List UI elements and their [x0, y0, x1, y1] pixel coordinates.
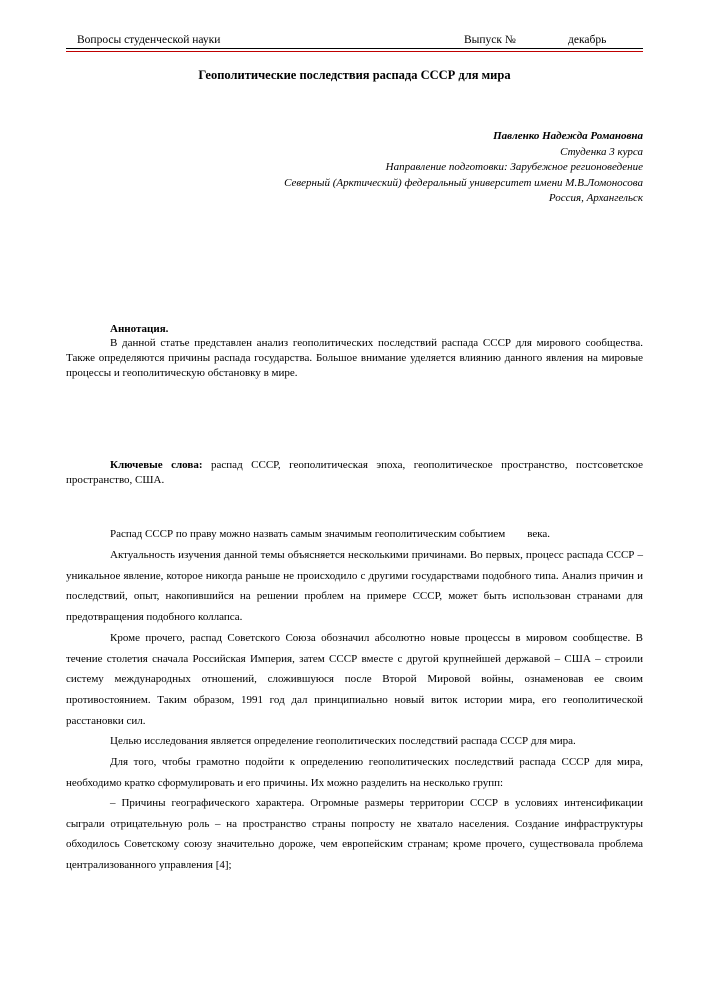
author-position: Студенка 3 курса	[560, 145, 643, 158]
journal-name: Вопросы студенческой науки	[77, 34, 221, 46]
keywords-text: распад СССР, геополитическая эпоха, геополитическое пространство, постсоветское пространство, США.	[66, 459, 644, 487]
body-paragraph-3	[66, 628, 643, 732]
article-title: Геополитические последствия распада СССР для мира	[198, 68, 511, 82]
body-p3: Кроме прочего, распад Советского Союза обозначил абсолютно новые процессы в мировом сообществе. В течение столетия сначала Российская Империя, затем СССР вместе с другой крупнейшей державой – США – строили систему международных отношений, сложившуюся после Второй Мировой войны, ознаменовав ее своим противостоянием. Таким образом, 1991 год дал принципиально новый виток истории мира, его геополитической расстановки сил.	[66, 632, 643, 727]
author-location: Россия, Архангельск	[548, 192, 643, 205]
body-p1-b: века.	[527, 528, 551, 540]
body-paragraph-2	[66, 545, 643, 628]
issue-month: декабрь	[568, 34, 607, 46]
body-p4: Целью исследования является определение геополитических последствий распада СССР для мира.	[110, 735, 576, 747]
author-direction: Направление подготовки: Зарубежное регионоведение	[385, 161, 643, 174]
header-rule-black	[66, 48, 643, 49]
body-p2: Актуальность изучения данной темы объясняется несколькими причинами. Во первых, процесс распада СССР – уникальное явление, которое никогда раньше не происходило с другими государствами подобного типа. Анализ причин и последствий, опыт, накопившийся на решении проблем на примере СССР, может быть использован странами для предотвращения подобного коллапса.	[66, 549, 643, 624]
abstract-text	[66, 336, 643, 382]
keywords-label: Ключевые слова:	[110, 459, 203, 471]
author-university: Северный (Арктический) федеральный университет имени М.В.Ломоносова	[284, 176, 643, 189]
author-block	[200, 129, 643, 207]
body-p1-a: Распад СССР по праву можно назвать самым значимым геополитическим событием	[110, 528, 506, 540]
body-paragraph-6	[66, 793, 643, 876]
body-p6: – Причины географического характера. Огромные размеры территории СССР в условиях интенсификации сыграли отрицательную роль – на пространство страны попросту не хватало населения. Создание инфраструктуры обходилось Советскому союзу значительно дороже, чем европейским странам; кроме прочего, существовала проблема централизованного управления [4];	[66, 797, 643, 872]
abstract-body: В данной статье представлен анализ геополитических последствий распада СССР для мирового сообщества. Также определяются причины распада государства. Большое внимание уделяется влиянию данного явления на мировые процессы и геополитическую обстановку в мире.	[66, 337, 643, 380]
author-name: Павленко Надежда Романовна	[493, 130, 643, 142]
running-header	[77, 34, 642, 48]
keywords	[66, 458, 643, 488]
body-paragraph-5	[66, 752, 643, 793]
body-p5: Для того, чтобы грамотно подойти к определению геополитических последствий распада СССР для мира, необходимо кратко сформулировать и его причины. Их можно разделить на несколько групп:	[66, 756, 643, 789]
header-rule-red	[66, 51, 643, 52]
abstract-heading: Аннотация.	[110, 323, 169, 335]
body-paragraph-1	[66, 524, 643, 545]
issue-number: Выпуск №	[464, 34, 516, 46]
body-paragraph-4	[66, 731, 643, 752]
